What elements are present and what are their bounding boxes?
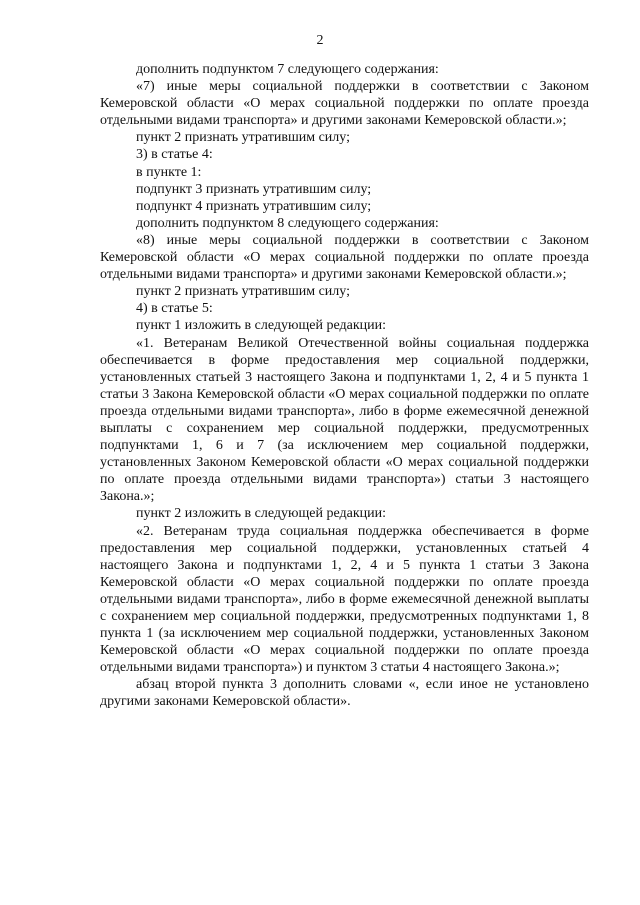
paragraph: пункт 1 изложить в следующей редакции:: [136, 318, 386, 334]
paragraph: дополнить подпунктом 8 следующего содержания:: [136, 215, 439, 231]
paragraph: пункт 2 признать утратившим силу;: [136, 284, 350, 300]
paragraph: пункт 2 признать утратившим силу;: [136, 130, 350, 146]
paragraph: в пункте 1:: [136, 164, 202, 180]
paragraph: 4) в статье 5:: [136, 301, 213, 317]
paragraph: подпункт 3 признать утратившим силу;: [136, 181, 372, 197]
document-body: [100, 61, 589, 711]
paragraph: подпункт 4 признать утратившим силу;: [136, 198, 372, 214]
paragraph: «8) иные меры социальной поддержки в соответствии с Законом Кемеровской области «О мерах социальной поддержки по оплате проезда отдельными видами транспорта» и другими законами Кемеровской области.»;: [100, 232, 589, 283]
paragraph: абзац второй пункта 3 дополнить словами «, если иное не установлено другими законами Кемеровской области».: [100, 677, 589, 710]
paragraph: дополнить подпунктом 7 следующего содержания:: [136, 62, 439, 77]
page-number: 2: [316, 33, 324, 48]
paragraph: «1. Ветеранам Великой Отечественной войны социальная поддержка обеспечивается в форме предоставления мер социальной поддержки, установленных статьей 3 настоящего Закона и подпунктами 1, 2, 4 и 5 пункта 1 статьи 3 Закона Кемеровской области «О мерах социальной поддержки по оплате проезда отдельными видами транспорта», либо в форме ежемесячной денежной выплаты с сохранением мер социальной поддержки, предусмотренных подпунктами 1, 6 и 7 (за исключением мер социальной поддержки, установленных Законом Кемеровской области «О мерах социальной поддержки по оплате проезда отдельными видами транспорта») статьи 3 настоящего Закона.»;: [100, 335, 589, 505]
paragraph: пункт 2 изложить в следующей редакции:: [136, 506, 386, 522]
paragraph: «2. Ветеранам труда социальная поддержка обеспечивается в форме предоставления мер социальной поддержки, установленных статьей 4 настоящего Закона и подпунктами 1, 2, 4 и 5 пункта 1 статьи 3 Закона Кемеровской области «О мерах социальной поддержки по оплате проезда отдельными видами транспорта», либо в форме ежемесячной денежной выплаты с сохранением мер социальной поддержки, предусмотренных подпунктами 1, 8 пункта 1 (за исключением мер социальной поддержки, установленных Законом Кемеровской области «О мерах социальной поддержки по оплате проезда отдельными видами транспорта») и пунктом 3 статьи 4 настоящего Закона.»;: [100, 523, 589, 676]
paragraph: 3) в статье 4:: [136, 147, 213, 163]
paragraph: «7) иные меры социальной поддержки в соответствии с Законом Кемеровской области «О мерах социальной поддержки по оплате проезда отдельными видами транспорта» и другими законами Кемеровской области.»;: [100, 79, 589, 129]
